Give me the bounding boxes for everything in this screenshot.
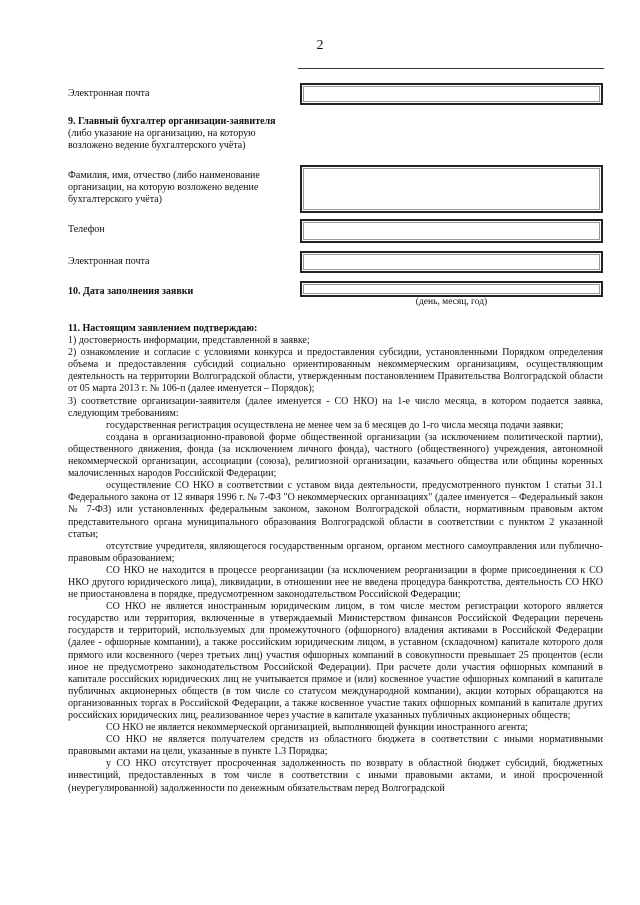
accountant-name-field[interactable] bbox=[300, 165, 603, 213]
paragraph: СО НКО не является получателем средств из областного бюджета в соответствии с иными нормативными правовыми актами на цели, указанные в пункте 1.3 Порядка; bbox=[68, 734, 603, 758]
email-field[interactable] bbox=[300, 83, 603, 105]
paragraph: отсутствие учредителя, являющегося государственным органом, органом местного самоуправления или публично-правовым образованием; bbox=[68, 540, 603, 564]
accountant-email-field[interactable] bbox=[300, 251, 603, 273]
phone-field[interactable] bbox=[300, 219, 603, 243]
email-label: Электронная почта bbox=[68, 88, 150, 99]
paragraph: осуществление СО НКО в соответствии с уставом вида деятельности, предусмотренного пунктом 1 статьи 31.1 Федерального закона от 12 января 1996 г. № 7-ФЗ "О некоммерческих организациях" (далее именуется – Федеральный закон № 7-ФЗ) или установленных федеральным законом, законом Волгоградской области, нормативным правовым актом представительного органа муниципального образования Волгоградской области в соответствии с пунктом 2 указанной статьи; bbox=[68, 480, 603, 540]
paragraph: создана в организационно-правовой форме общественной организации (за исключением политической партии), общественного движения, фонда (за исключением личного фонда), частного (общественного) учреждения, автономной некоммерческой организации, ассоциации (союза), религиозной организации, казачьего общества или общины коренных малочисленных народов Российской Федерации; bbox=[68, 431, 603, 480]
application-date-field[interactable] bbox=[300, 281, 603, 297]
paragraph: у СО НКО отсутствует просроченная задолженность по возврату в областной бюджет субсидий, бюджетных инвестиций, предоставленных в том числе в соответствии с иными правовыми актами, и иной просроченной (неурегулированной) задолженности по денежным обязательствам перед Волгоградской bbox=[68, 758, 603, 794]
section-10-title: 10. Дата заполнения заявки bbox=[68, 286, 194, 297]
section-11-body bbox=[68, 323, 603, 795]
section-11-title: 11. Настоящим заявлением подтверждаю: bbox=[68, 323, 258, 334]
top-rule bbox=[298, 68, 604, 69]
phone-label: Телефон bbox=[68, 224, 105, 235]
date-hint: (день, месяц, год) bbox=[415, 297, 488, 307]
paragraph: СО НКО не находится в процессе реорганизации (за исключением реорганизации в форме присоединения к СО НКО другого юридического лица), ликвидации, в отношении нее не введена процедура банкротства, деятельность СО НКО не приостановлена в порядке, предусмотренном законодательством Российской Федерации; bbox=[68, 564, 603, 601]
section-9-title: 9. Главный бухгалтер организации-заявителя bbox=[68, 116, 276, 127]
paragraph: 2) ознакомление и согласие с условиями конкурса и предоставления субсидии, установленными Порядком определения объема и предоставления субсидий социально ориентированным некоммерческим организациям, осуществляющим деятельность на территории Волгоградской области, утвержденным постановлением Правительства Волгоградской области от 05 марта 2013 г. № 106-п (далее именуется – Порядок); bbox=[68, 347, 603, 395]
accountant-name-label: Фамилия, имя, отчество (либо наименование организации, на которую возложено ведение бухгалтерского учёта) bbox=[68, 170, 260, 205]
paragraph: СО НКО не является некоммерческой организацией, выполняющей функции иностранного агента; bbox=[106, 722, 528, 734]
paragraph: государственная регистрация осуществлена не менее чем за 6 месяцев до 1-го числа месяца подачи заявки; bbox=[106, 419, 564, 431]
section-9-note: (либо указание на организацию, на которую возложено ведение бухгалтерского учёта) bbox=[68, 128, 256, 151]
page-number: 2 bbox=[316, 38, 324, 53]
accountant-email-label: Электронная почта bbox=[68, 256, 150, 267]
paragraph: 3) соответствие организации-заявителя (далее именуется - СО НКО) на 1-е число месяца, в котором подается заявка, следующим требованиям: bbox=[68, 395, 603, 419]
paragraph: СО НКО не является иностранным юридическим лицом, в том числе местом регистрации которого является государство или территория, включенные в утверждаемый Министерством финансов Российской Федерации перечень государств и территорий, используемых для промежуточного (офшорного) владения активами в Российской Федерации (далее - офшорные компании), а также российским юридическим лицом, в уставном (складочном) капитале которого доля прямого или косвенного (через третьих лиц) участия офшорных компаний в совокупности превышает 25 процентов (если иное не предусмотрено законодательством Российской Федерации). При расчете доли участия офшорных компаний в капитале российских юридических лиц не учитывается прямое и (или) косвенное участие офшорных компаний в капитале публичных акционерных обществ (в том числе со статусом международной компании), акции которых обращаются на организованных торгах в Российской Федерации, а также косвенное участие таких офшорных компаний в капитале других российских юридических лиц, реализованное через участие в капитале указанных публичных акционерных обществ; bbox=[68, 601, 603, 721]
paragraph: 1) достоверность информации, представленной в заявке; bbox=[68, 335, 310, 347]
